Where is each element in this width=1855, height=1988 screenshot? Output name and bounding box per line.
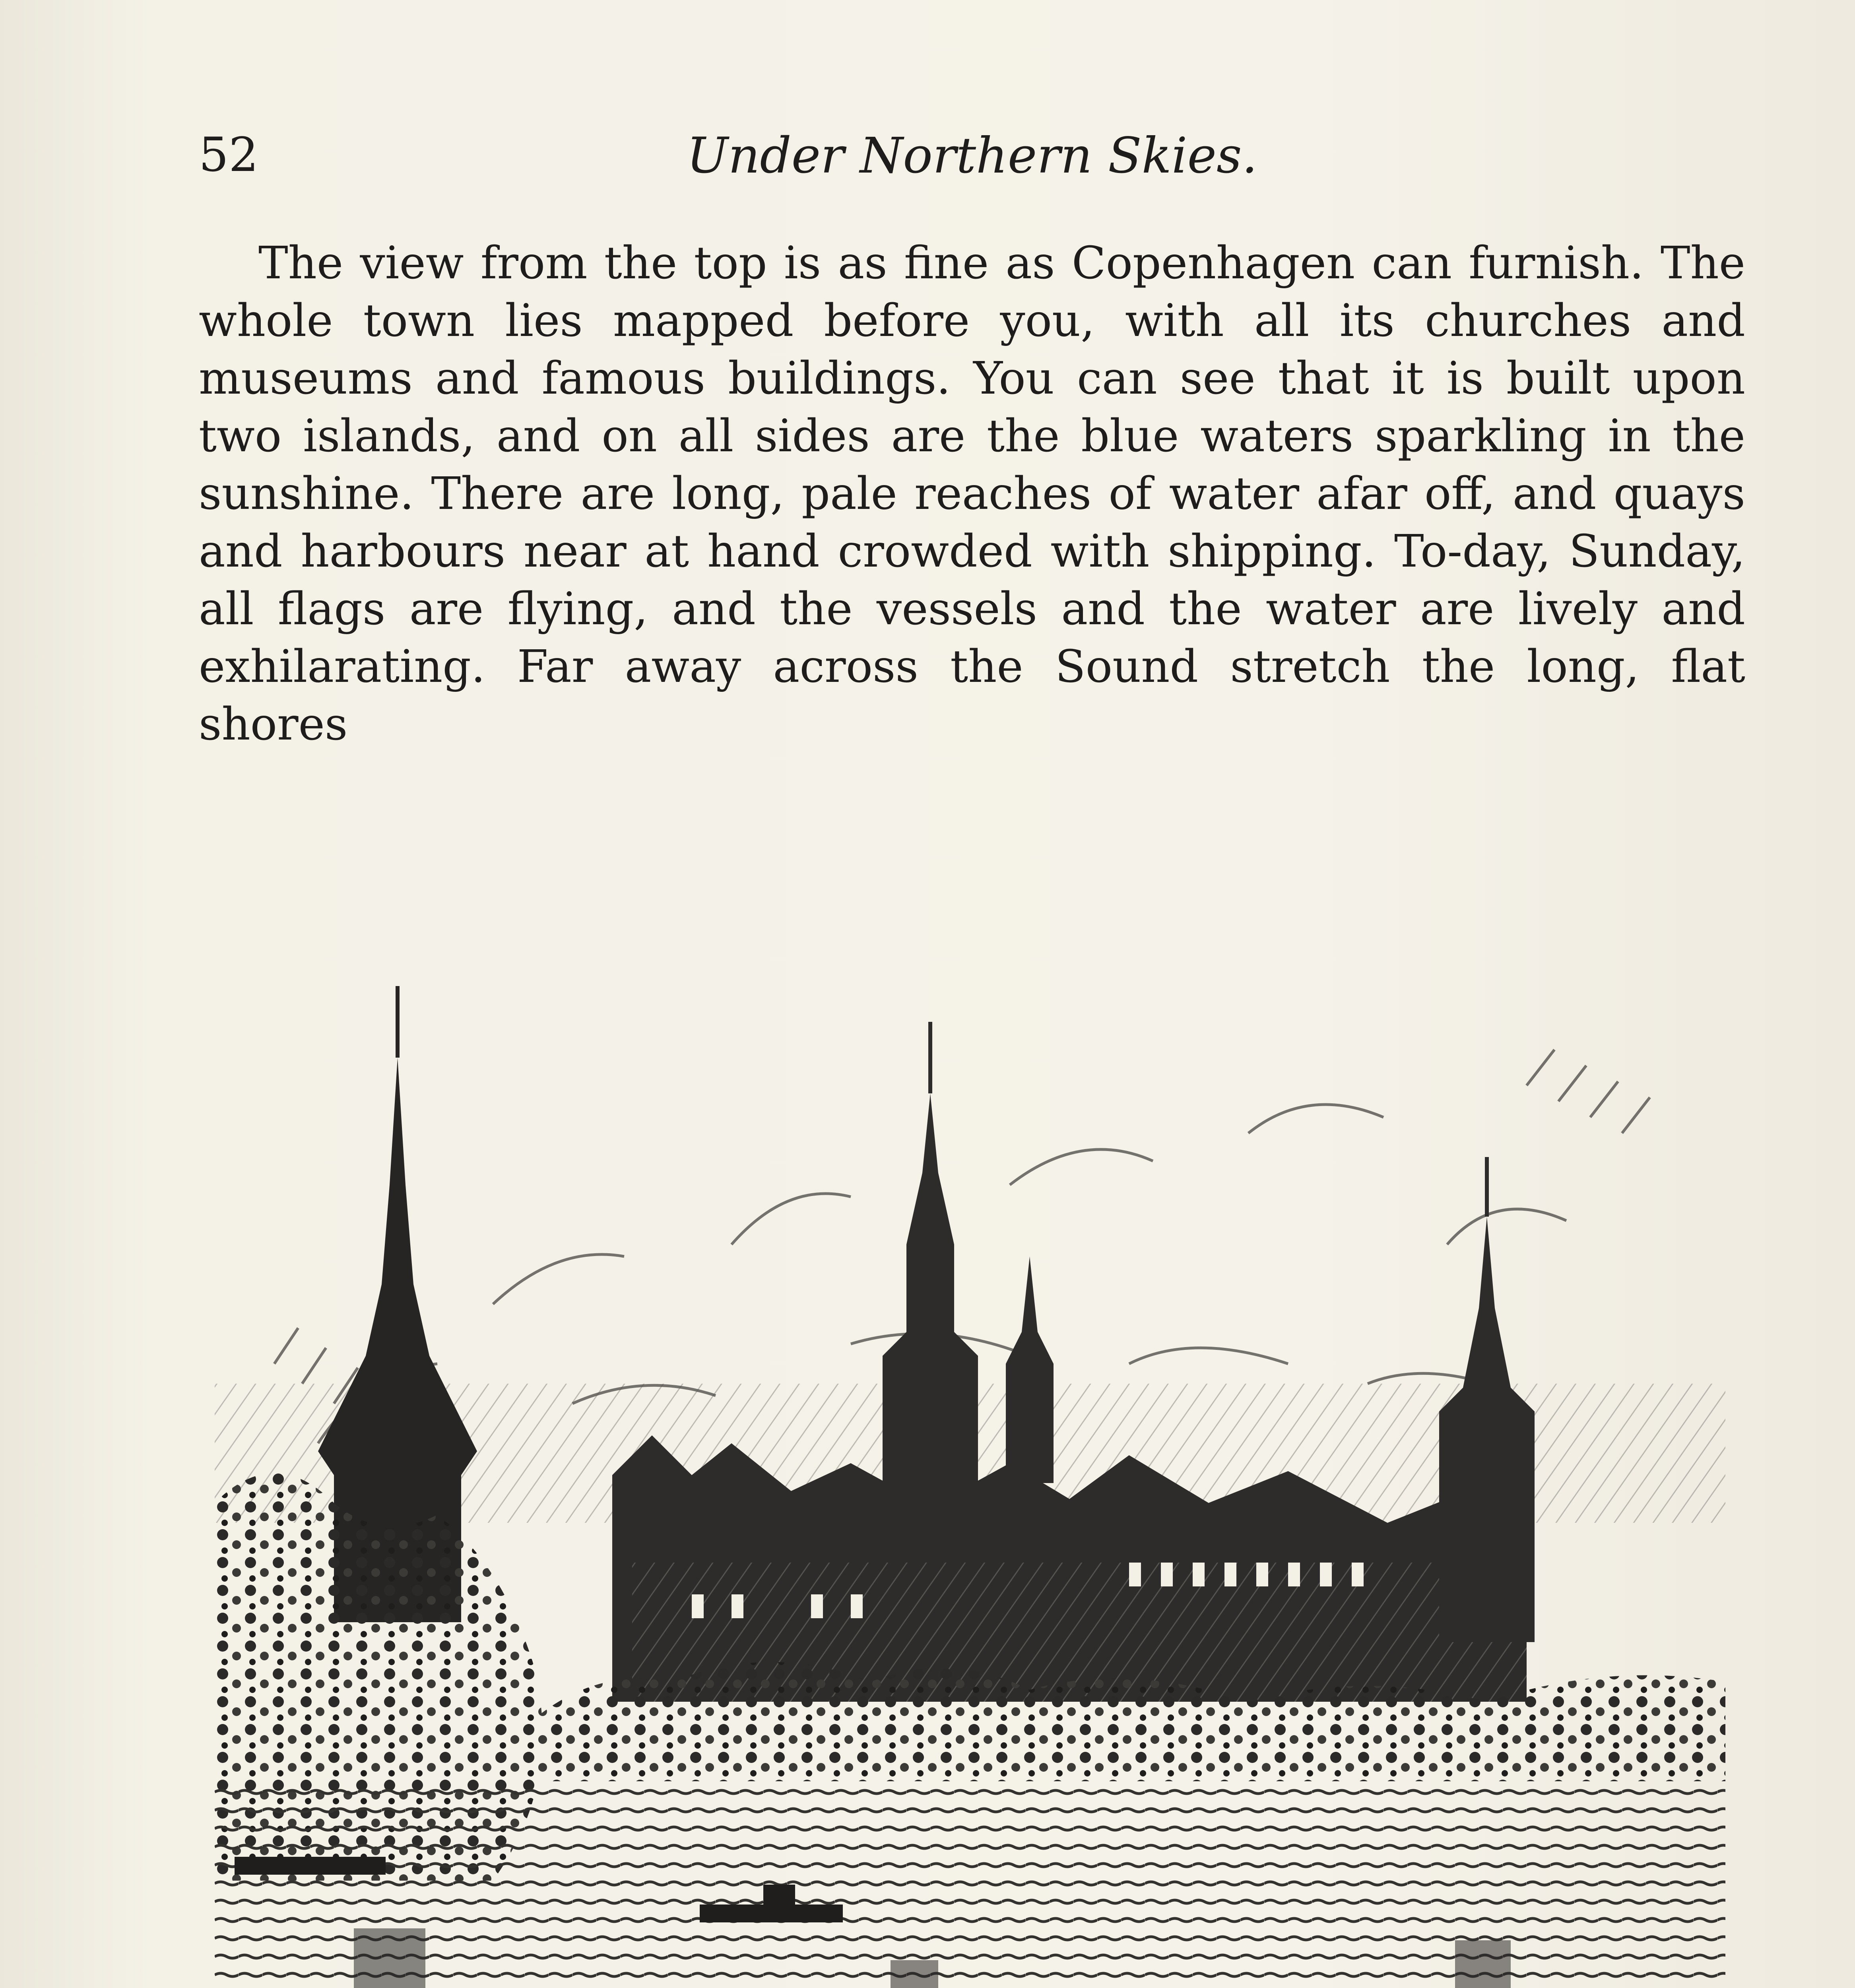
top-text-block bbox=[199, 235, 1745, 753]
castle-buildings bbox=[612, 1022, 1535, 1702]
running-title: Under Northern Skies. bbox=[686, 127, 1258, 184]
paragraph-view-from-top: The view from the top is as fine as Copenhagen can furnish. The whole town lies mapped before you, with all its churches and museums and famous buildings. You can see that it is built upon two islands, and on all sides are the blue waters sparkling in the sunshine. There are long, pale reaches of water afar off, and quays and harbours near at hand crowded with shipping. To-day, Sunday, all flags are flying, and the vessels and the water are lively and exhilarating. Far away across the Sound stretch the long, flat shores bbox=[199, 237, 1745, 750]
page-number: 52 bbox=[199, 127, 259, 182]
running-head bbox=[199, 119, 1745, 191]
frederiksborg-castle-illustration bbox=[215, 887, 1725, 1988]
